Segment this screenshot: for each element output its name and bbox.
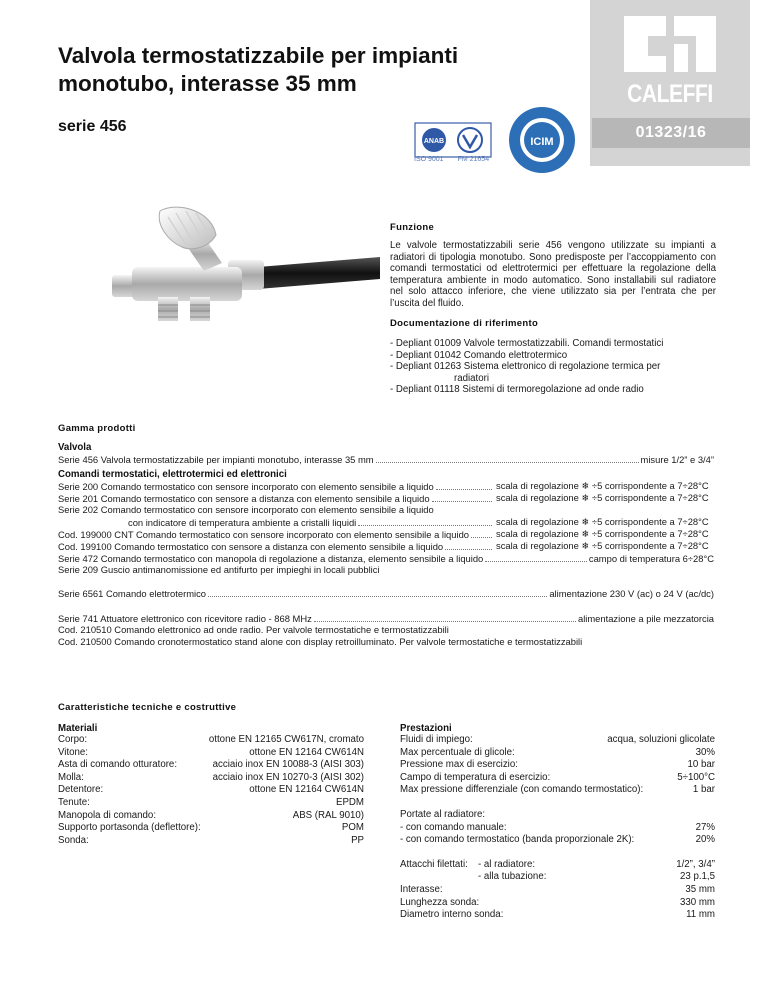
materiali-row: Supporto portasonda (deflettore): POM <box>58 822 364 834</box>
materiali-row: Detentore: ottone EN 12164 CW614N <box>58 784 364 796</box>
materiali-row: Sonda: PP <box>58 834 364 846</box>
valve-product-image <box>108 205 380 335</box>
comandi-row-value: scala di regolazione ❄ ÷5 corrispondente a 7÷28°C <box>496 528 709 539</box>
dimension-row: Interasse: 35 mm <box>400 883 715 895</box>
documentazione-heading: Documentazione di riferimento <box>390 318 539 329</box>
comandi-row: Serie 209 Guscio antimanomissione ed antifurto per impieghi in locali pubblici <box>58 564 380 575</box>
comandi-row-value: scala di regolazione ❄ ÷5 corrispondente a 7÷28°C <box>496 492 709 503</box>
valvola-heading: Valvola <box>58 442 92 453</box>
comandi-row-value: scala di regolazione ❄ ÷5 corrispondente a 7÷28°C <box>496 516 709 527</box>
comandi-row: con indicatore di temperatura ambiente a cristalli liquidi <box>128 516 494 528</box>
radio-row: Serie 741 Attuatore elettronico con ricevitore radio - 868 MHz alimentazione a pile mezzatorcia <box>58 613 714 624</box>
funzione-heading: Funzione <box>390 222 435 233</box>
documentazione-list <box>390 338 720 396</box>
portate-row: - con comando manuale: 27% <box>400 821 715 833</box>
list-item: radiatori <box>454 372 489 384</box>
prestazioni-heading: Prestazioni <box>400 723 452 734</box>
anab-certification-icon <box>414 122 492 158</box>
materiali-row: Vitone: ottone EN 12164 CW614N <box>58 746 364 758</box>
doc-code-badge: 01323/16 <box>592 118 750 148</box>
radio-line: Cod. 210500 Comando cronotermostatico stand alone con display retroilluminato. Per valvole termostatiche e termostatizzabili <box>58 636 583 647</box>
elettrotermico-row: Serie 6561 Comando elettrotermico alimentazione 230 V (ac) o 24 V (ac/dc) <box>58 588 714 599</box>
comandi-row: Serie 472 Comando termostatico con manopola di regolazione a distanza, elemento sensibile a liquido campo di temperatura 6÷28°C <box>58 553 714 564</box>
icim-text: ICIM <box>530 136 554 148</box>
cert-numbers: ISO 9001 FM 21654 <box>414 156 490 163</box>
prestazioni-row: Fluidi di impiego: acqua, soluzioni glicolate <box>400 734 715 745</box>
radio-line: Cod. 210510 Comando elettronico ad onde radio. Per valvole termostatiche e termostatizzabili <box>58 624 449 635</box>
materiali-row: Corpo: ottone EN 12165 CW617N, cromato <box>58 734 364 745</box>
series-label: serie 456 <box>58 118 127 135</box>
dimension-row: Diametro interno sonda: 11 mm <box>400 909 715 921</box>
materiali-column <box>58 723 364 847</box>
comandi-row-value: scala di regolazione ❄ ÷5 corrispondente a 7÷28°C <box>496 540 709 551</box>
materiali-row: Molla: acciaio inox EN 10270-3 (AISI 302) <box>58 771 364 783</box>
brand-name: CALEFFI <box>627 80 713 108</box>
list-item: - Depliant 01118 Sistemi di termoregolazione ad onde radio <box>390 384 644 396</box>
prestazioni-row: Campo di temperatura di esercizio: 5÷100°C <box>400 771 715 783</box>
list-item: - Depliant 01009 Valvole termostatizzabili. Comandi termostatici <box>390 338 664 349</box>
prestazioni-row: Max percentuale di glicole: 30% <box>400 746 715 758</box>
materiali-heading: Materiali <box>58 723 98 734</box>
caratteristiche-heading: Caratteristiche tecniche e costruttive <box>58 702 237 713</box>
comandi-row: Serie 201 Comando termostatico con sensore a distanza con elemento sensibile a liquido <box>58 492 494 504</box>
funzione-text: Le valvole termostatizzabili serie 456 vengono utilizzate su impianti a radiatori di tipologia monotubo. Sono predisposte per l’accoppiamento con comandi termostatici od elettrotermici per effettuare la regolazione della temperatura ambiente in modo automatico. Sono installabili sul radiatore nel solo attacco inferiore, che viene utilizzato sia per l’entrata che per l’uscita del fluido. <box>390 240 716 309</box>
dimension-row: Lunghezza sonda: 330 mm <box>400 896 715 908</box>
list-item: - Depliant 01263 Sistema elettronico di regolazione termica per <box>390 361 661 373</box>
comandi-row: Serie 202 Comando termostatico con sensore incorporato con elemento sensibile a liquido <box>58 504 434 515</box>
materiali-row: Asta di comando otturatore: acciaio inox EN 10088-3 (AISI 303) <box>58 759 364 771</box>
portate-heading: Portate al radiatore: <box>400 808 486 820</box>
prestazioni-row: Max pressione differenziale (con comando termostatico): 1 bar <box>400 784 715 796</box>
portate-row: - con comando termostatico (banda proporzionale 2K): 20% <box>400 834 715 846</box>
caleffi-logo-mark-icon <box>604 0 736 80</box>
comandi-row: Serie 200 Comando termostatico con sensore incorporato con elemento sensibile a liquido <box>58 480 494 492</box>
page-title: Valvola termostatizzabile per impianti monotubo, interasse 35 mm <box>58 43 459 96</box>
anab-text: ANAB <box>423 138 445 145</box>
comandi-row-value: scala di regolazione ❄ ÷5 corrispondente a 7÷28°C <box>496 480 709 491</box>
list-item: - Depliant 01042 Comando elettrotermico <box>390 349 568 361</box>
materiali-row: Tenute: EPDM <box>58 796 364 808</box>
comandi-row: Cod. 199100 Comando termostatico con sensore a distanza con elemento sensibile a liquido <box>58 540 494 552</box>
prestazioni-column <box>400 723 715 922</box>
attacchi-row: Attacchi filettati: - al radiatore: 1/2”, 3/4” <box>400 858 715 870</box>
prestazioni-row: Pressione max di esercizio: 10 bar <box>400 759 715 771</box>
comandi-heading: Comandi termostatici, elettrotermici ed elettronici <box>58 469 287 480</box>
materiali-row: Manopola di comando: ABS (RAL 9010) <box>58 809 364 821</box>
comandi-row: Cod. 199000 CNT Comando termostatico con sensore incorporato con elemento sensibile a liquido <box>58 528 494 540</box>
attacchi-row: - alla tubazione: 23 p.1,5 <box>478 871 715 883</box>
valvola-row: Serie 456 Valvola termostatizzabile per impianti monotubo, interasse 35 mm misure 1/2” e 3/4” <box>58 454 714 465</box>
gamma-heading: Gamma prodotti <box>58 423 136 434</box>
icim-certification-icon <box>507 105 577 175</box>
